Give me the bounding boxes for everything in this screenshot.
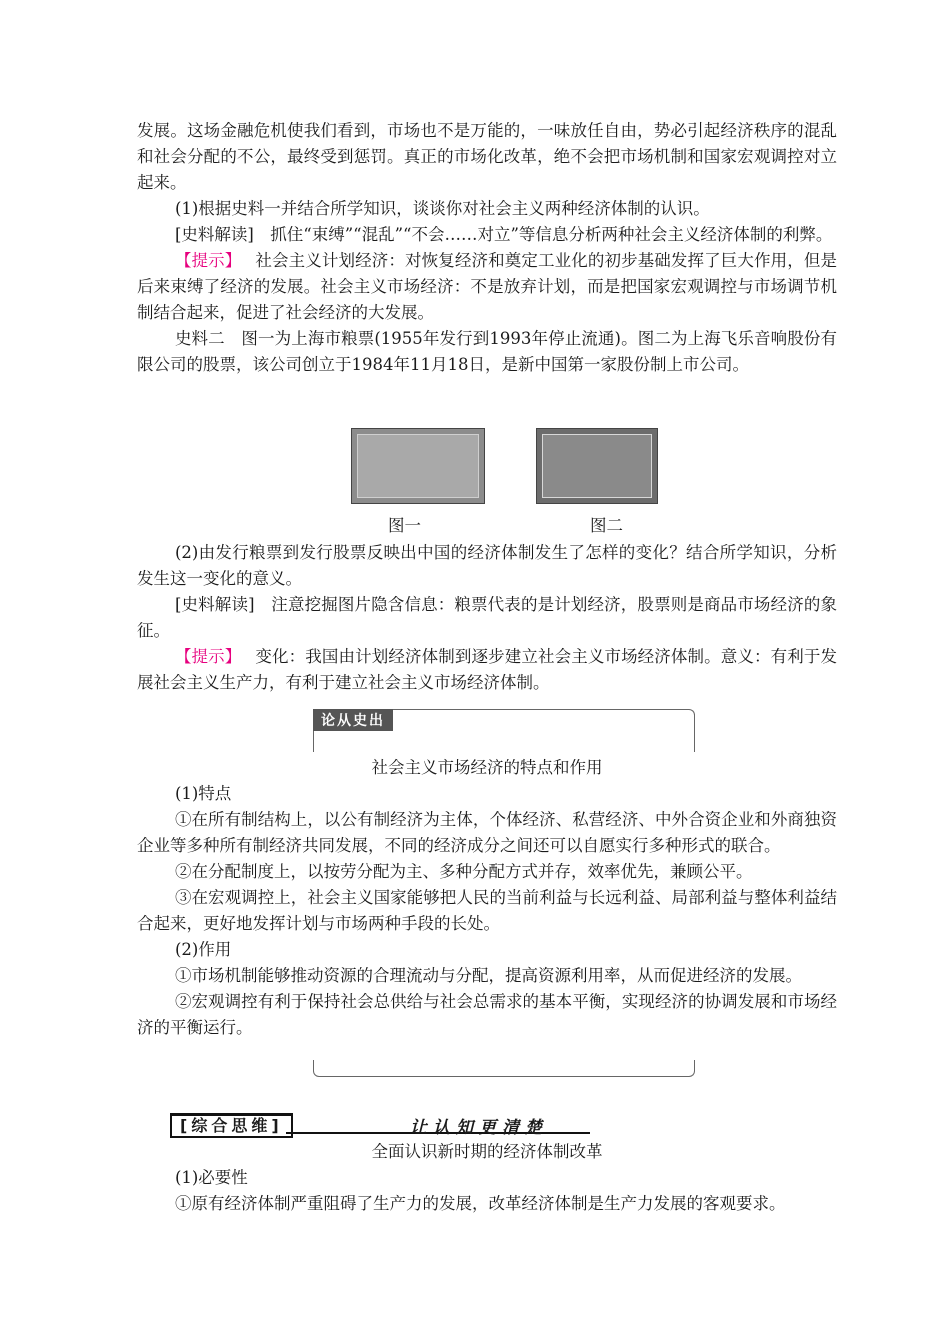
section-label: [综合思维]	[170, 1113, 293, 1138]
figure-1-caption: 图一	[388, 516, 421, 535]
tip-1-text: 社会主义计划经济：对恢复经济和奠定工业化的初步基础发挥了巨大作用，但是后来束缚了经济的发展。社会主义市场经济：不是放弃计划，而是把国家宏观调控与市场调节机制结合起来，促进了社会经济的大发展。	[137, 251, 838, 322]
section-content	[137, 1139, 837, 1217]
question-2: (2)由发行粮票到发行股票反映出中国的经济体制发生了怎样的变化？结合所学知识，分析发生这一变化的意义。	[137, 543, 837, 588]
box-item: (2)作用	[174, 940, 232, 959]
section-header	[170, 1113, 800, 1139]
box-item: (1)特点	[174, 784, 232, 803]
tip-1	[137, 248, 837, 326]
section-subtitle: 全面认识新时期的经济体制改革	[371, 1142, 603, 1161]
figures-row	[0, 428, 950, 536]
conclusion-box-bottom	[313, 1060, 695, 1077]
middle-text-block	[137, 540, 837, 696]
tip-label: 【提示】	[174, 647, 242, 666]
source-2: 史料二 图一为上海市粮票(1955年发行到1993年停止流通)。图二为上海飞乐音响股份有限公司的股票，该公司创立于1984年11月18日，是新中国第一家股份制上市公司。	[137, 329, 837, 374]
box-item: ①在所有制结构上，以公有制经济为主体，个体经济、私营经济、中外合资企业和外商独资企业等多种所有制经济共同发展，不同的经济成分之间还可以自愿实行多种形式的联合。	[137, 810, 837, 855]
box-item: ②宏观调控有利于保持社会总供给与社会总需求的基本平衡，实现经济的协调发展和市场经济的平衡运行。	[137, 992, 837, 1037]
section-item: (1)必要性	[174, 1168, 248, 1187]
upper-text-block	[137, 118, 837, 378]
stock-certificate-image	[536, 428, 658, 504]
tip-label: 【提示】	[174, 251, 242, 270]
source-reading-2: [史料解读] 注意挖掘图片隐含信息：粮票代表的是计划经济，股票则是商品市场经济的象征。	[137, 595, 837, 640]
box-item: ③在宏观调控上，社会主义国家能够把人民的当前利益与长远利益、局部利益与整体利益结合起来，更好地发挥计划与市场两种手段的长处。	[137, 888, 837, 933]
conclusion-box-top	[313, 709, 695, 752]
paragraph-source1-end: 发展。这场金融危机使我们看到，市场也不是万能的，一味放任自由，势必引起经济秩序的混乱和社会分配的不公，最终受到惩罚。真正的市场化改革，绝不会把市场机制和国家宏观调控对立起来。	[137, 121, 837, 192]
section-item: ①原有经济体制严重阻碍了生产力的发展，改革经济体制是生产力发展的客观要求。	[174, 1194, 786, 1213]
box-title: 社会主义市场经济的特点和作用	[371, 758, 603, 777]
box-item: ①市场机制能够推动资源的合理流动与分配，提高资源利用率，从而促进经济的发展。	[174, 966, 802, 985]
section-title: 让认知更清楚	[410, 1118, 548, 1138]
box-label: 论从史出	[313, 709, 393, 731]
source-reading-1: [史料解读] 抓住“束缚”“混乱”“不会……对立”等信息分析两种社会主义经济体制的利弊。	[174, 225, 833, 244]
box-item: ②在分配制度上，以按劳分配为主、多种分配方式并存，效率优先，兼顾公平。	[174, 862, 753, 881]
grain-coupon-image	[351, 428, 485, 504]
tip-2	[137, 644, 837, 696]
tip-2-text: 变化：我国由计划经济体制到逐步建立社会主义市场经济体制。意义：有利于发展社会主义生产力，有利于建立社会主义市场经济体制。	[137, 647, 838, 692]
figure-2-caption: 图二	[590, 516, 623, 535]
question-1: (1)根据史料一并结合所学知识，谈谈你对社会主义两种经济体制的认识。	[174, 199, 710, 218]
box-content	[137, 755, 837, 1041]
